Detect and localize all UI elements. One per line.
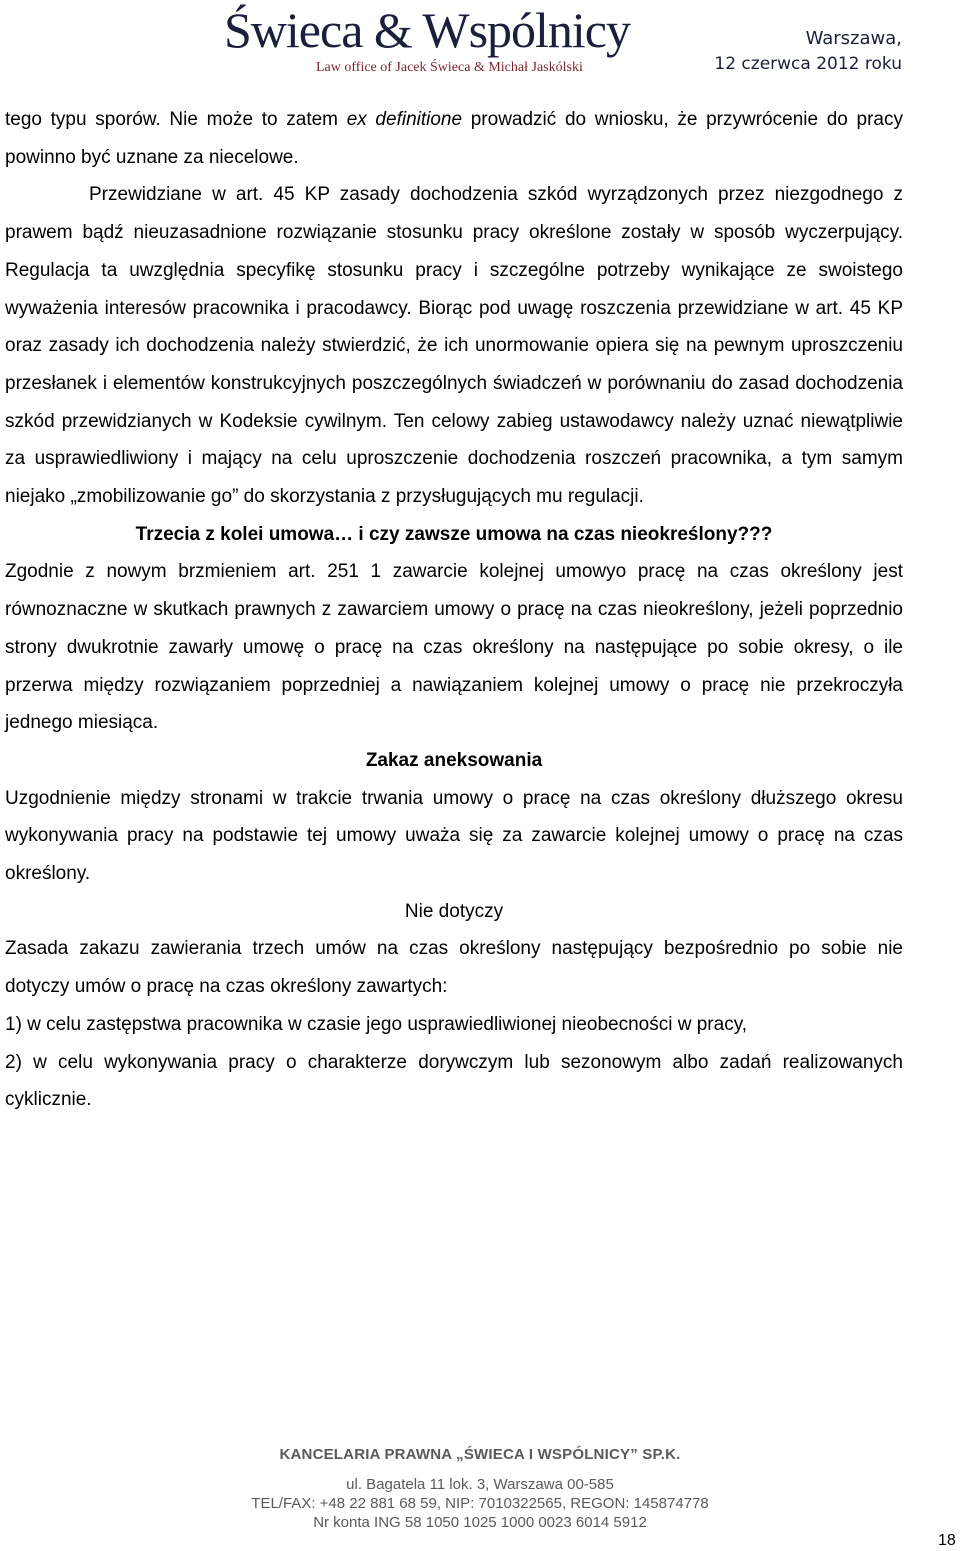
page-number: 18: [938, 1532, 956, 1549]
logo-tagline: Law office of Jacek Świeca & Michał Jaskólski: [316, 60, 583, 75]
section-heading-1: Trzecia z kolei umowa… i czy zawsze umowa na czas nieokreślony???: [135, 523, 773, 545]
section-heading-2: Zakaz aneksowania: [365, 749, 543, 771]
paragraph-1-emphasis: ex definitione: [346, 109, 463, 130]
footer-firm-name: KANCELARIA PRAWNA „ŚWIECA I WSPÓLNICY” SP.K.: [279, 1446, 681, 1463]
header-city: Warszawa,: [805, 28, 902, 49]
paragraph-1: [5, 101, 903, 176]
page-header: [0, 0, 960, 82]
list-item-1: 1) w celu zastępstwa pracownika w czasie jego usprawiedliwionej nieobecności w pracy,: [5, 1013, 748, 1035]
firm-logo: [224, 2, 704, 78]
footer-address: ul. Bagatela 11 lok. 3, Warszawa 00-585: [346, 1476, 614, 1493]
section-heading-3: Nie dotyczy: [404, 900, 504, 922]
header-date: 12 czerwca 2012 roku: [714, 54, 902, 74]
footer-bank-account: Nr konta ING 58 1050 1025 1000 0023 6014 5912: [313, 1514, 647, 1531]
paragraph-1-text-b: prowadzić do wniosku, że przywrócenie do pracy powinno być uznane za niecelowe.: [5, 109, 903, 168]
paragraph-1-text-a: tego typu sporów. Nie może to zatem: [5, 109, 347, 130]
document-body: [5, 101, 903, 1119]
list-item-2: 2) w celu wykonywania pracy o charakterze dorywczym lub sezonowym albo zadań realizowanych cyklicznie.: [5, 1051, 903, 1111]
paragraph-2: Przewidziane w art. 45 KP zasady dochodzenia szkód wyrządzonych przez niezgodnego z prawem bądź nieuzasadnione rozwiązanie stosunku pracy określone zostały w sposób wyczerpujący. Regulacja ta uwzględnia specyfikę stosunku pracy i szczególne potrzeby wynikające ze swoistego wyważenia interesów pracownika i pracodawcy. Biorąc pod uwagę roszczenia przewidziane w art. 45 KP oraz zasady ich dochodzenia należy stwierdzić, że ich unormowanie opiera się na pewnym uproszczeniu przesłanek i elementów konstrukcyjnych poszczególnych świadczeń w porównaniu do zasad dochodzenia szkód przewidzianych w Kodeksie cywilnym. Ten celowy zabieg ustawodawcy należy uznać niewątpliwie za usprawiedliwiony i mający na celu uproszczenie dochodzenia roszczeń pracownika, a tym samym niejako „zmobilizowanie go” do skorzystania z przysługujących mu regulacji.: [5, 184, 903, 508]
paragraph-3: Zgodnie z nowym brzmieniem art. 251 1 zawarcie kolejnej umowyo pracę na czas określony jest równoznaczne w skutkach prawnych z zawarciem umowy o pracę na czas nieokreślony, jeżeli poprzednio strony dwukrotnie zawarły umowę o pracę na czas określony na następujące po sobie okresy, o ile przerwa między rozwiązaniem poprzedniej a nawiązaniem kolejnej umowy o pracę nie przekroczyła jednego miesiąca.: [5, 561, 903, 734]
footer-contact: TEL/FAX: +48 22 881 68 59, NIP: 7010322565, REGON: 145874778: [251, 1495, 709, 1512]
paragraph-4: Uzgodnienie między stronami w trakcie trwania umowy o pracę na czas określony dłuższego okresu wykonywania pracy na podstawie tej umowy uważa się za zawarcie kolejnej umowy o pracę na czas określony.: [5, 787, 903, 885]
logo-wordmark: Świeca & Wspólnicy: [224, 2, 630, 58]
paragraph-5: Zasada zakazu zawierania trzech umów na czas określony następujący bezpośrednio po sobie nie dotyczy umów o pracę na czas określony zawartych:: [5, 938, 903, 998]
